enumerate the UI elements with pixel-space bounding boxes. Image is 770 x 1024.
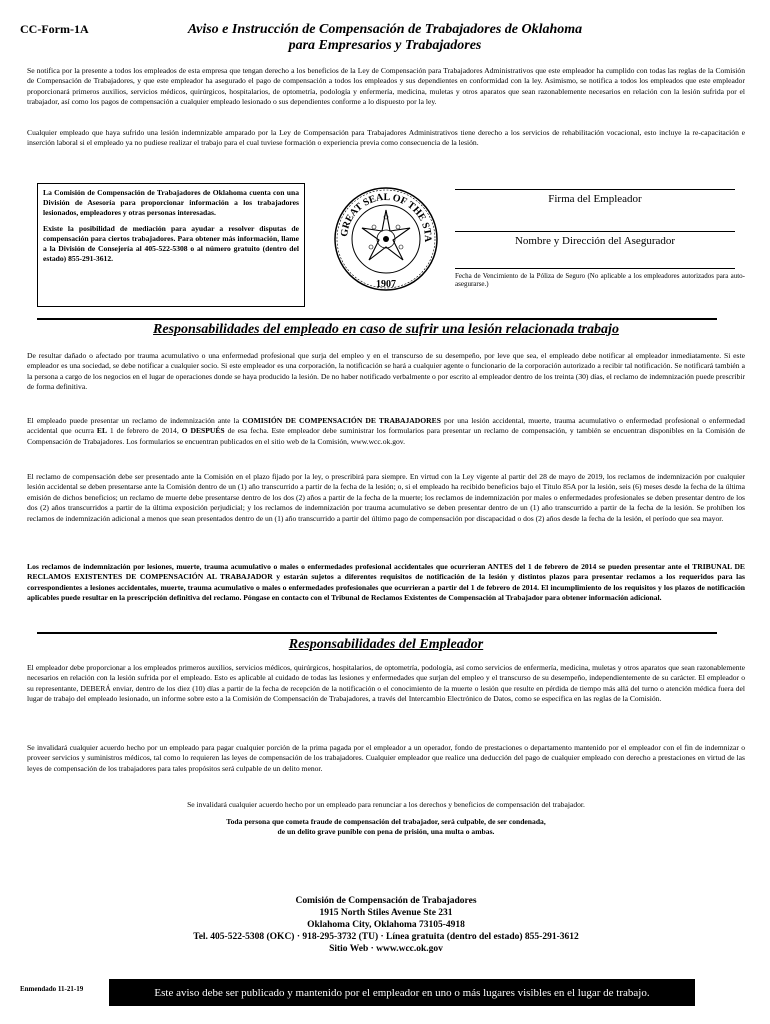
intro-paragraph-2: Cualquier empleado que haya sufrido una lesión indemnizable amparado por la Ley de Compensación para Trabajadores Administrativos tiene derecho a los servicios de rehabilitación vocacional, esto incluye la re-capacitación e inserción laboral si el empleado ya no pudiese realizar el trabajo para el cual tuviese formación o experiencia previa como consecuencia de la lesión. [27, 128, 745, 148]
seal-icon [333, 183, 439, 295]
divider [37, 632, 717, 634]
employer-paragraph-3: Se invalidará cualquier acuerdo hecho por un empleado para renunciar a los derechos y beneficios de compensación del trabajador. [187, 800, 585, 809]
fraud-warning-line-1: Toda persona que cometa fraude de compensación del trabajador, será culpable, de ser condenada, [226, 817, 546, 826]
section-heading-employee: Responsabilidades del empleado en caso de sufrir una lesión relacionada trabajo [153, 322, 619, 337]
policy-expiration-note: Fecha de Vencimiento de la Póliza de Seguro (No aplicable a los empleadores autorizados para auto-asegurarse.) [455, 272, 745, 288]
fraud-warning-line-2: de un delito grave punible con pena de prisión, una multa o ambas. [277, 827, 495, 836]
advisory-paragraph-1: La Comisión de Compensación de Trabajadores de Oklahoma cuenta con una División de Asesoría para proporcionar información a los trabajadores lesionados, empleadores y otras personas interesadas. [43, 188, 299, 217]
insurer-line [455, 231, 735, 232]
advisory-box [37, 183, 305, 307]
address-city: Oklahoma City, Oklahoma 73105-4918 [307, 920, 465, 930]
address-website: Sitio Web · www.wcc.ok.gov [329, 944, 443, 954]
state-seal [333, 183, 439, 295]
employer-paragraph-1: El empleador debe proporcionar a los empleados primeros auxilios, servicios médicos, quirúrgicos, hospitalarios, de optometría, podología, así como servicios de enfermería, medicina, muletas y otros aparatos que sean razonablemente necesarios en relación con la lesión sufrida por el empleado. Esto es aplicable al cuidado de todas las lesiones y enfermedades que surjan del empleo y el transcurso de su desempeño, independientemente de su carácter. El empleador o su representante, DEBERÁ enviar, dentro de los diez (10) días a partir de la fecha de recepción de la notificación o el conocimiento de la muerte o lesión que resulte en pérdida de tiempo más allá del turno o atención médica fuera del lugar de trabajo del empleado lesionado, un informe sobre esto a la Comisión de Compensación de Trabajadores, a través del Intercambio Electrónico de Datos, como se especifica en las reglas de la Comisión. [27, 663, 745, 704]
seal-year: 1907 [376, 279, 396, 290]
address-org: Comisión de Compensación de Trabajadores [295, 896, 477, 906]
amended-date: Enmendado 11-21-19 [20, 985, 84, 993]
divider [37, 318, 717, 320]
employee-paragraph-3: El reclamo de compensación debe ser presentado ante la Comisión en el plazo fijado por la ley, o prescribirá para siempre. En virtud con la Ley vigente al partir del 28 de mayo de 2019, los reclamos de indemnización por cualquier lesión accidental se deben presentarse ante la Comisión dentro de un (1) año transcurrido a partir de la fecha de la lesión; o, si el empleado ha recibido beneficios bajo el Título 85A por la lesión, seis (6) meses desde la fecha de la última emisión de dichos beneficios; un reclamo de muerte debe presentarse dentro de los dos (2) años a partir de la fecha de la muerte; los reclamos de indemnización por males o enfermedades profesionales se deben presentar dentro de los dos (2) años transcurridos a partir de la última exposición perjudicial; y los reclamos de indemnización por trauma acumulativo se deben presentar dentro de un (1) año transcurrido a partir de la fecha de la lesión. Se prohíben los reclamos de indemnización adicional a menos que sean presentados dentro de un (1) año transcurrido a partir del último pago de compensación por discapacidad o dos (2) años desde la fecha de la lesión, el período que sea mayor. [27, 472, 745, 523]
employer-signature-line [455, 189, 735, 190]
employer-paragraph-2: Se invalidará cualquier acuerdo hecho por un empleado para pagar cualquier porción de la prima pagada por el empleador a un operador, fondo de prestaciones o departamento mantenido por el empleador con el fin de indemnizar o proveer servicios y suministros médicos, tal como lo requieren las leyes de compensación de los trabajadores. Cualquier empleador que realice una deducción del pago de cualquier empleado con derecho a prestaciones en virtud de las leyes de compensación de los trabajadores para tales propósitos será culpable de un delito menor. [27, 743, 745, 773]
title-line-2: para Empresarios y Trabajadores [288, 38, 482, 53]
advisory-paragraph-2: Existe la posibilidad de mediación para ayudar a resolver disputas de compensación para ciertos trabajadores. Para obtener más información, llame a la División de Consejería al 405-522-5308 o al número gratuito (dentro del estado) 855-291-3612. [43, 224, 299, 263]
intro-paragraph-1: Se notifica por la presente a todos los empleados de esta empresa que tengan derecho a los beneficios de la Ley de Compensación para Trabajadores Administrativos que este empleador ha cumplido con todas las reglas de la Comisión de Compensación de Trabajadores, y que este empleador ha asegurado el pago de compensación a todos los empleados y sus dependientes en conformidad con la ley. Asimismo, se notifica a todos los empleados que este empleador proporcionará primeros auxilios, servicios médicos, quirúrgicos, hospitalarios, de optometría, podología y enfermería, medicina, muletas y otros aparatos que sean razonablemente necesarios en relación con la lesión sufrida por el trabajador, así como los pagos de compensación a cualquier empleado lesionado o sus dependientes conforme a lo dispuesto por la ley. [27, 66, 745, 107]
employee-paragraph-2: El empleado puede presentar un reclamo de indemnización ante la COMISIÓN DE COMPENSACIÓN DE TRABAJADORES por una lesión accidental, muerte, trauma acumulativo o enfermedad profesional o enfermedad accidental que ocurra EL 1 de febrero de 2014, O DESPUÉS de esa fecha. Este empleador debe suministrar los formularios para presentar un reclamo de compensación, y también se encuentran disponibles en la Comisión de Compensación de Trabajadores. Los formularios se encuentran publicados en el sitio web de la Comisión, www.wcc.ok.gov. [27, 416, 745, 446]
employer-signature-label: Firma del Empleador [548, 193, 642, 205]
seal-arc-text: GREAT SEAL OF THE STA [338, 191, 434, 242]
posting-banner: Este aviso debe ser publicado y mantenido por el empleador en uno o más lugares visibles en el lugar de trabajo. [109, 979, 695, 1006]
title-line-1: Aviso e Instrucción de Compensación de Trabajadores de Oklahoma [187, 22, 583, 37]
insurer-label: Nombre y Dirección del Asegurador [514, 235, 676, 247]
address-phones: Tel. 405-522-5308 (OKC) · 918-295-3732 (TU) · Línea gratuita (dentro del estado) 855-291-3612 [193, 932, 579, 942]
employee-paragraph-4: Los reclamos de indemnización por lesiones, muerte, trauma acumulativo o males o enfermedades profesional accidentales que ocurrieran ANTES del 1 de febrero de 2014 se pueden presentar ante el TRIBUNAL DE RECLAMOS EXISTENTES DE COMPENSACIÓN AL TRABAJADOR y estarán sujetos a diferentes requisitos de notificación de la lesión y distintos plazos para presentar reclamos a los requeridos para las correspondientes a lesiones accidentales, muerte, trauma acumulativo o males o enfermedades profesionales que ocurrieran a partir del 1 de febrero de 2014. El incumplimiento de los requisitos y los plazos de notificación aplicables puede resultar en la prescripción definitiva del reclamo. Póngase en contacto con el Tribunal de Reclamos Existentes de Compensación al Trabajador para obtener información adicional. [27, 562, 745, 603]
commission-address [27, 895, 745, 955]
address-street: 1915 North Stiles Avenue Ste 231 [319, 908, 453, 918]
policy-expiration-line [455, 268, 735, 269]
employee-paragraph-1: De resultar dañado o afectado por trauma acumulativo o una enfermedad profesional que surja del empleo y en el transcurso de su desempeño, por leve que sea, el empleado debe notificar al empleador inmediatamente. Si este empleador es una sociedad, se debe notificar a cualquier socio. Si este empleador es una corporación, la notificación se hará a cualquier agente o funcionario de la corporación autorizado a recibir tal notificación. Se notificará también a la persona a cargo de los negocios en el lugar de operaciones donde se haya producido la lesión. De no haber notificado verbalmente o por escrito al empleador dentro de los treinta (30) días, el reclamo de indemnización puede prescribir de forma definitiva. [27, 351, 745, 392]
page-title [140, 22, 630, 54]
section-heading-employer: Responsabilidades del Empleador [288, 637, 484, 652]
fraud-warning [27, 817, 745, 837]
form-id: CC-Form-1A [20, 22, 89, 36]
